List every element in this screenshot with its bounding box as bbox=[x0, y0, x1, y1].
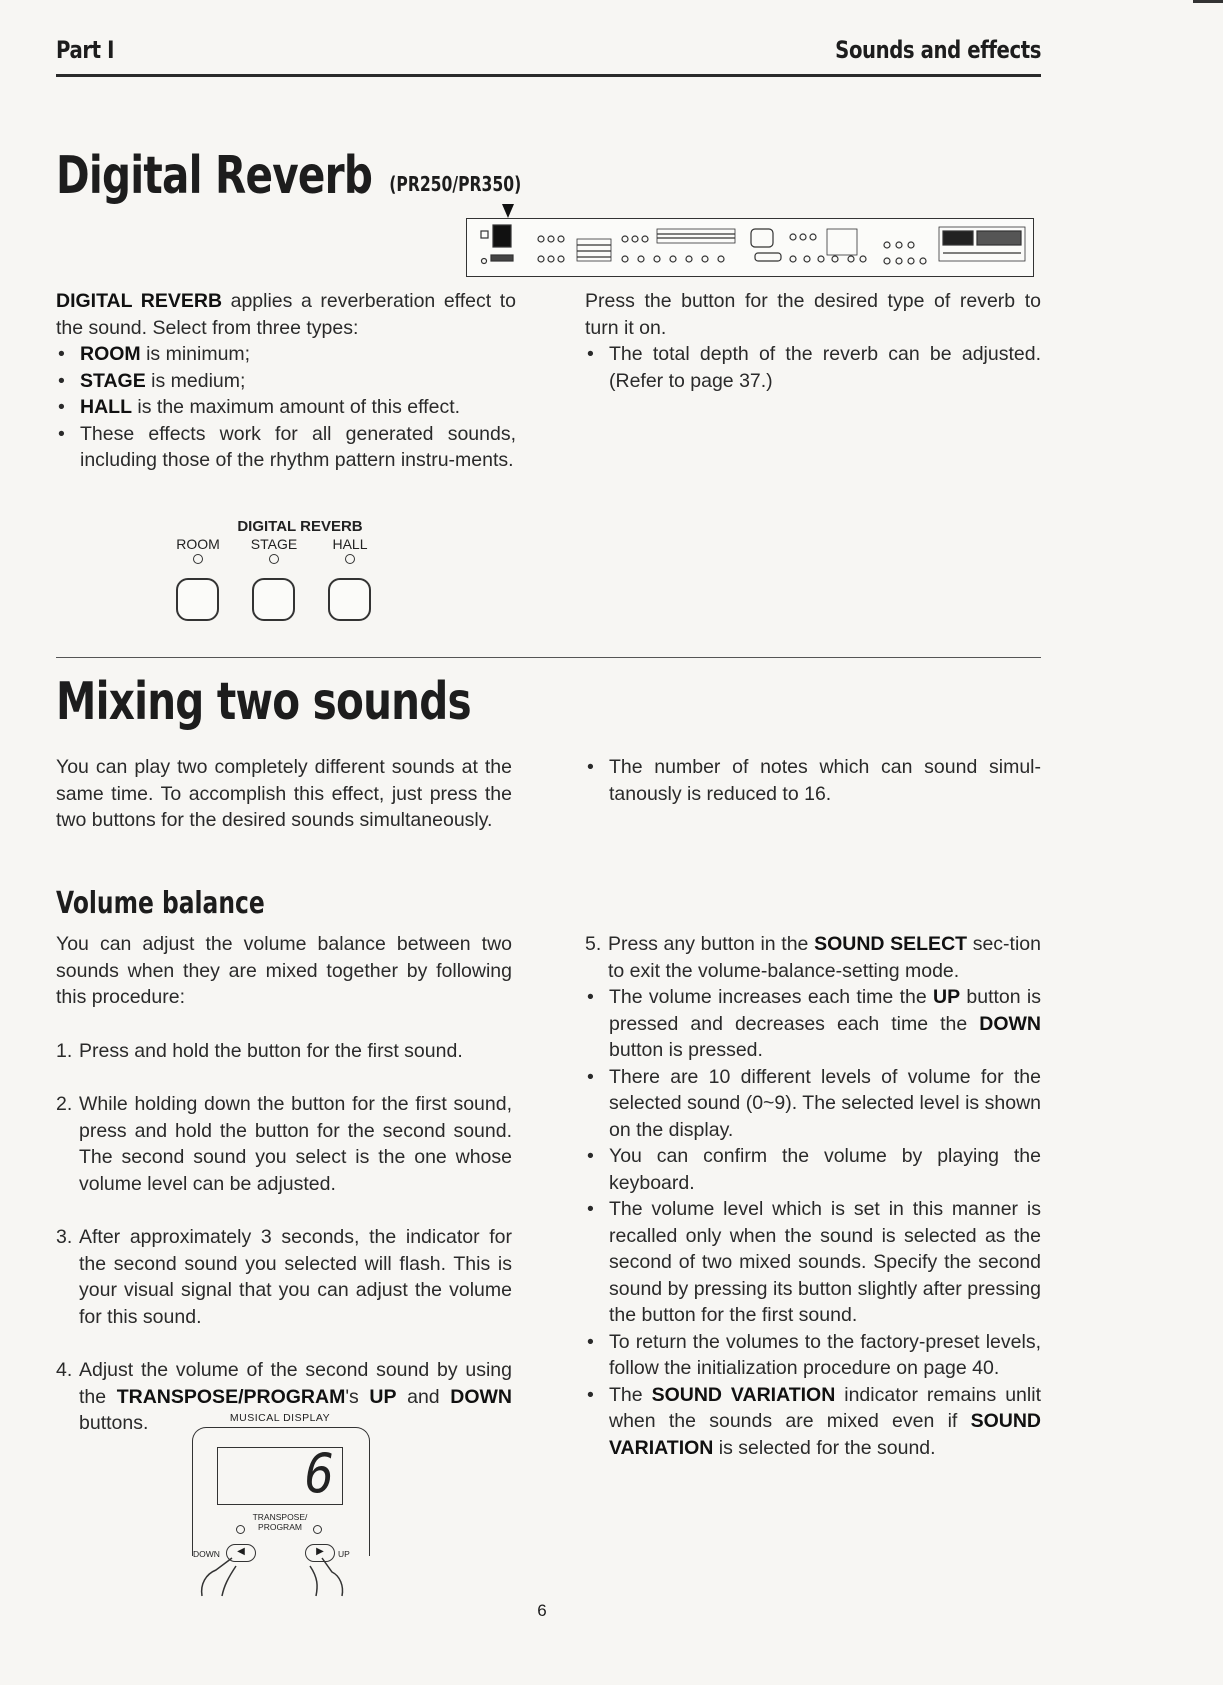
reverb-diagram-title: DIGITAL REVERB bbox=[237, 518, 363, 535]
pressing-hands-icon bbox=[192, 1556, 368, 1600]
header-rule bbox=[56, 74, 1041, 77]
mixing-right-column bbox=[585, 754, 1041, 807]
list-item: • STAGE is medium; bbox=[56, 368, 516, 395]
list-item: • The volume increases each time the UP button is pressed and decreases each time the DOWN button is pressed. bbox=[585, 984, 1041, 1064]
list-item: 1. Press and hold the button for the first sound. bbox=[56, 1039, 463, 1062]
list-item: • You can confirm the volume by playing the keyboard. bbox=[585, 1143, 1041, 1196]
down-button[interactable]: ◀ bbox=[226, 1544, 256, 1562]
reverb-notes bbox=[585, 341, 1041, 394]
up-button[interactable]: ▶ bbox=[305, 1544, 335, 1562]
reverb-models: (PR250/PR350) bbox=[389, 172, 522, 196]
control-panel-diagram bbox=[466, 218, 1034, 277]
panel-pointer-icon bbox=[502, 204, 514, 218]
volume-right-column bbox=[585, 931, 1041, 1461]
musical-display-label: MUSICAL DISPLAY bbox=[196, 1412, 364, 1424]
header-part: Part I bbox=[56, 36, 115, 64]
up-label: UP bbox=[338, 1549, 350, 1559]
page-number: 6 bbox=[537, 1601, 547, 1620]
display-digit: 6 bbox=[304, 1442, 335, 1505]
down-label: DOWN bbox=[193, 1549, 220, 1559]
reverb-title: Digital Reverb (PR250/PR350) bbox=[56, 146, 522, 206]
transpose-label: TRANSPOSE/ bbox=[252, 1512, 308, 1522]
list-item: • The volume level which is set in this manner is recalled only when the sound is selected as the second of two mixed sounds. Specify the second sound by pressing its button slightly after pressing the button for the first sound. bbox=[585, 1196, 1041, 1329]
mixing-notes bbox=[585, 754, 1041, 807]
hall-indicator-icon bbox=[345, 554, 355, 564]
program-label: PROGRAM bbox=[258, 1522, 302, 1532]
volume-steps bbox=[56, 1038, 512, 1437]
stage-indicator-icon bbox=[269, 554, 279, 564]
stage-button[interactable] bbox=[252, 578, 295, 621]
volume-notes bbox=[585, 984, 1041, 1461]
section-divider bbox=[56, 657, 1041, 658]
reverb-instruction: Press the button for the desired type of reverb to turn it on. bbox=[585, 290, 1041, 339]
list-item: • These effects work for all generated sounds, including those of the rhythm pattern instru-ments. bbox=[56, 421, 516, 474]
list-item: • ROOM is minimum; bbox=[56, 341, 516, 368]
volume-left-column bbox=[56, 931, 512, 1437]
list-item: • The number of notes which can sound simul-tanously is reduced to 16. bbox=[585, 754, 1041, 807]
volume-step-5 bbox=[585, 931, 1041, 984]
list-item: • To return the volumes to the factory-preset levels, follow the initialization procedure on page 40. bbox=[585, 1329, 1041, 1382]
header-section: Sounds and effects bbox=[835, 36, 1041, 64]
reverb-intro: DIGITAL REVERB applies a reverberation effect to the sound. Select from three types: bbox=[56, 290, 517, 339]
control-panel-icon bbox=[467, 219, 1033, 276]
edge-mark bbox=[1193, 0, 1223, 3]
hall-button[interactable] bbox=[328, 578, 371, 621]
volume-intro: You can adjust the volume balance between two sounds when they are mixed together by following this procedure: bbox=[56, 933, 512, 1008]
program-indicator-icon bbox=[313, 1525, 322, 1534]
list-item: • The SOUND VARIATION indicator remains unlit when the sounds are mixed even if SOUND VARIATION is selected for the sound. bbox=[585, 1382, 1041, 1462]
room-button[interactable] bbox=[176, 578, 219, 621]
list-item: • HALL is the maximum amount of this effect. bbox=[56, 394, 516, 421]
room-label: ROOM bbox=[176, 536, 220, 552]
list-item: 2. While holding down the button for the first sound, press and hold the button for the second sound. The second sound you select is the one whose volume level can be adjusted. bbox=[56, 1093, 512, 1195]
stage-label: STAGE bbox=[250, 536, 298, 552]
list-item: 4. Adjust the volume of the second sound by using the TRANSPOSE/PROGRAM's UP and DOWN buttons. bbox=[56, 1359, 512, 1434]
transpose-indicator-icon bbox=[236, 1525, 245, 1534]
room-indicator-icon bbox=[193, 554, 203, 564]
volume-balance-title: Volume balance bbox=[56, 886, 265, 921]
list-item: 3. After approximately 3 seconds, the indicator for the second sound you selected will flash. This is your visual signal that you can adjust the volume for this sound. bbox=[56, 1226, 512, 1328]
reverb-left-column bbox=[56, 288, 516, 474]
mixing-left-column bbox=[56, 754, 512, 834]
mixing-intro: You can play two completely different sounds at the same time. To accomplish this effect, just press the two buttons for the desired sounds simultaneously. bbox=[56, 756, 512, 831]
hall-label: HALL bbox=[332, 536, 368, 552]
reverb-type-list bbox=[56, 341, 516, 474]
list-item: • There are 10 different levels of volume for the selected sound (0~9). The selected level is shown on the display. bbox=[585, 1064, 1041, 1144]
reverb-right-column bbox=[585, 288, 1041, 394]
list-item: • The total depth of the reverb can be adjusted. (Refer to page 37.) bbox=[585, 341, 1041, 394]
list-item: 5. Press any button in the SOUND SELECT sec-tion to exit the volume-balance-setting mode. bbox=[585, 933, 1041, 982]
mixing-title: Mixing two sounds bbox=[56, 672, 471, 732]
